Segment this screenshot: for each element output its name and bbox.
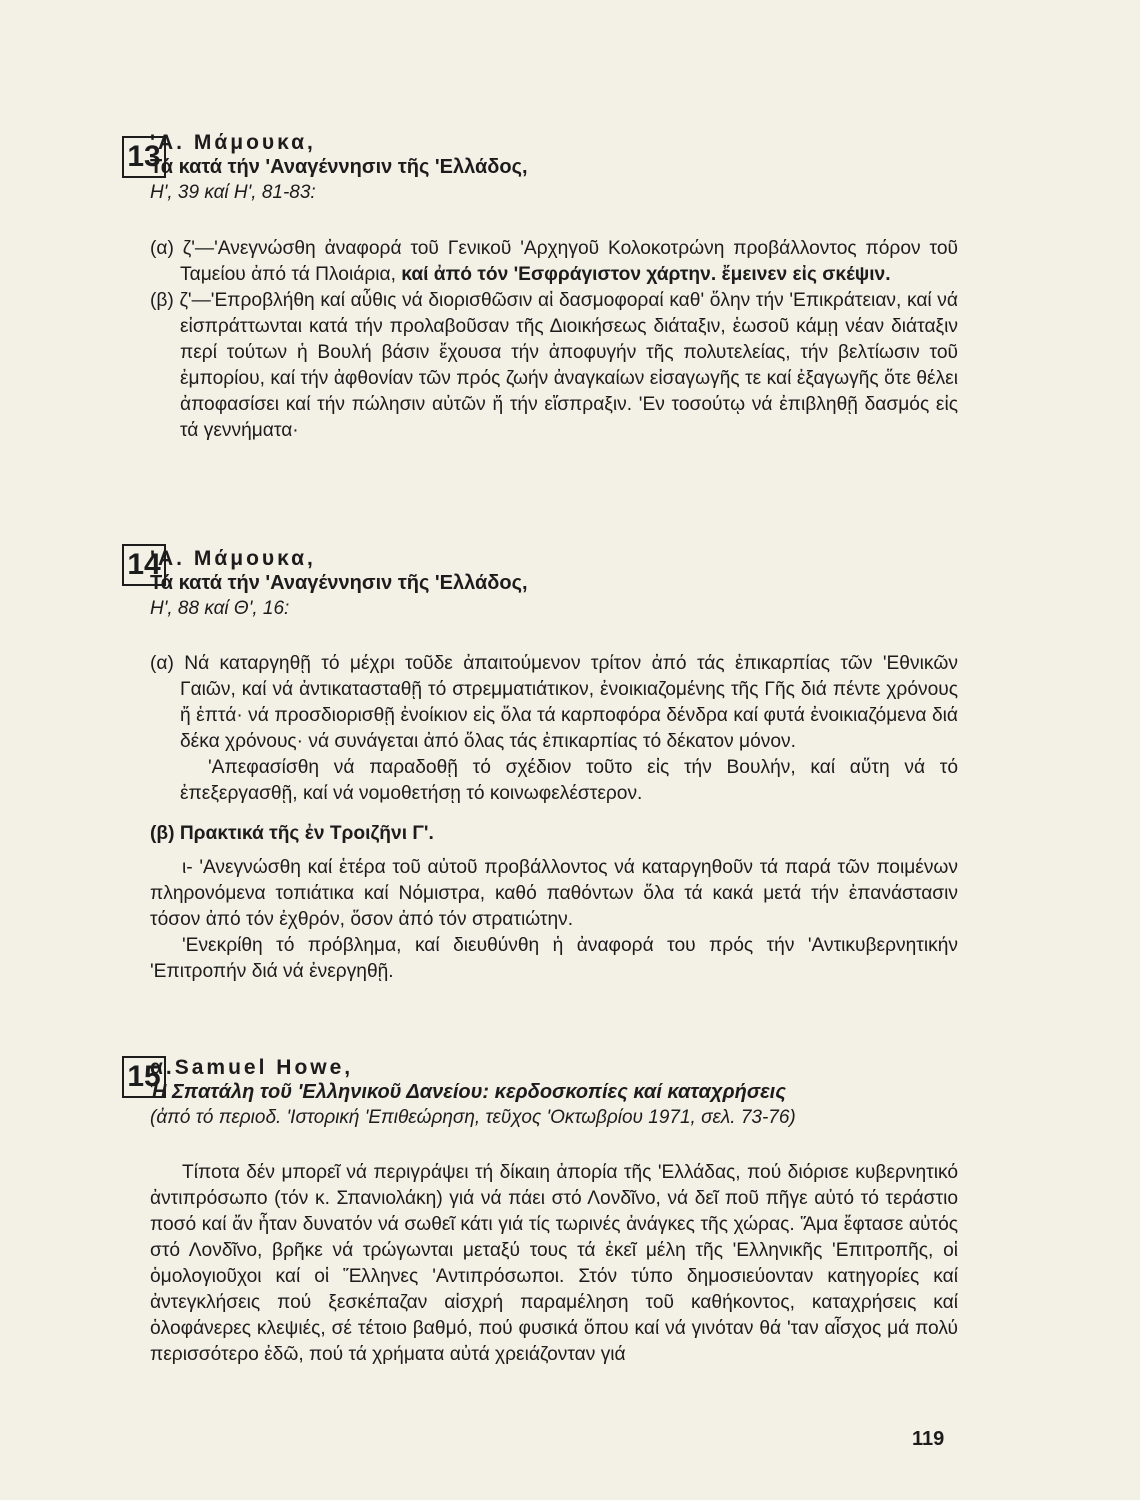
section-body [150,1160,958,1368]
citation-header [150,130,970,205]
item-text-bold: καί ἀπό τόν 'Εσφράγιστον χάρτην. ἔμεινεν εἰς σκέψιν. [401,264,891,285]
paragraph-a [150,236,958,288]
paragraph-a [150,651,958,755]
section-body [150,651,958,985]
citation-author: 'Α. Μάμουκα, [150,547,316,570]
paragraph-b-2: 'Ενεκρίθη τό πρόβλημα, καί διευθύνθη ἡ ἀναφορά του πρός τήν 'Αντικυβερνητικήν 'Επιτροπήν διά νά ἐνεργηθῇ. [150,935,958,982]
item-label: (β) [150,290,174,311]
citation-reference: Η', 39 καί Η', 81-83: [150,182,316,203]
section-body [150,236,958,444]
citation-header [150,546,970,621]
citation-title: Τά κατά τήν 'Αναγέννησιν τῆς 'Ελλάδος, [150,156,528,178]
section-number-box: 15 [122,1056,166,1098]
paragraph-b [150,288,958,444]
paragraph-main: Τίποτα δέν μπορεῖ νά περιγράψει τή δίκαιη ἀπορία τῆς 'Ελλάδας, πού διόρισε κυβερνητικό ἀντιπρόσωπο (τόν κ. Σπανιολάκη) γιά νά πάει στό Λονδῖνο, νά δεῖ ποῦ πῆγε αὐτό τό τεράστιο ποσό καί ἄν ἦταν δυνατόν νά σωθεῖ κάτι γιά τίς τωρινές ἀνάγκες τῆς χώρας. Ἅμα ἔφτασε αὐτός στό Λονδῖνο, βρῆκε νά τρώγωνται μεταξύ τους τά ἐκεῖ μέλη τῆς 'Ελληνικῆς 'Επιτροπῆς, οἱ ὁμολογιοῦχοι καί οἱ Ἕλληνες 'Αντιπρόσωποι. Στόν τύπο δημοσιεύονταν κατηγορίες καί ἀντεγκλήσεις πού ξεσκέπαζαν αἰσχρή παραμέληση τοῦ καθήκοντος, καταχρήσεις καί ὁλοφάνερες κλεψιές, σέ τέτοιο βαθμό, πού φυσικά ὅπου καί νά γινόταν θά 'ταν αἶσχος μά πολύ περισσότερο ἐδῶ, πού τά χρήματα αὐτά χρειάζονταν γιά [150,1162,958,1365]
paragraph-b-1: ι- 'Ανεγνώσθη καί ἑτέρα τοῦ αὐτοῦ προβάλλοντος νά καταργηθοῦν τά παρά τῶν ποιμένων πληρονόμενα τοπιάτικα καί Νόμιστρα, καθό παθόντων ὅλα τά κακά μετά τήν ἐπανάστασιν τόσον ἀπό τόν ἐχθρόν, ὅσον ἀπό τόν στρατιώτην. [150,857,958,930]
section-number-box: 14 [122,544,166,586]
item-label: (α) [150,238,174,259]
page-number: 119 [912,1428,945,1450]
item-text: Νά καταργηθῇ τό μέχρι τοῦδε ἀπαιτούμενον τρίτον ἀπό τάς ἐπικαρπίας τῶν 'Εθνικῶν Γαιῶν, καί νά ἀντικατασταθῇ τό στρεμματιάτικον, ἐνοικιαζομένης τῆς Γῆς διά πέντε χρόνους ἤ ἑπτά· νά προσδιορισθῇ ἐνοίκιον εἰς ὅλα τά καρποφόρα δένδρα καί φυτά ἐνοικιαζόμενα διά δέκα χρόνους· νά συνάγεται ἀπό ὅλας τάς ἐπικαρπίας τό δέκατον μόνον. [180,653,958,752]
citation-reference: (ἀπό τό περιοδ. 'Ιστορική 'Επιθεώρηση, τεῦχος 'Οκτωβρίου 1971, σελ. 73-76) [150,1107,796,1128]
citation-author: 'Α. Μάμουκα, [150,131,316,154]
subsection-heading: (β) Πρακτικά τῆς ἐν Τροιζῆνι Γ'. [150,823,434,844]
citation-title: Τά κατά τήν 'Αναγέννησιν τῆς 'Ελλάδος, [150,572,528,594]
item-text: ζ'—'Ανεγνώσθη ἀναφορά τοῦ Γενικοῦ 'Αρχηγοῦ Κολοκοτρώνη προβάλλοντος πόρον τοῦ Ταμείου ἀπό τά Πλοιάρια, [180,238,958,285]
citation-header [150,1055,970,1130]
section-number-box: 13 [122,136,166,178]
item-text: ζ'—'Επροβλήθη καί αὖθις νά διορισθῶσιν αἱ δασμοφοραί καθ' ὅλην τήν 'Επικράτειαν, καί νά εἰσπράττωνται κατά τήν προλαβοῦσαν τῆς Διοικήσεως διάταξιν, ἑωσοῦ κάμῃ νέαν διάταξιν περί τούτων ἡ Βουλή βάσιν ἔχουσα τήν ἀποφυγήν τῆς πολυτελείας, τήν βελτίωσιν τοῦ ἐμπορίου, καί τήν ἀφθονίαν τῶν πρός ζωήν ἀναγκαίων εἰσαγωγῆς τε καί ἐξαγωγῆς ὅτε θέλει ἀποφασίσει καί τήν πώλησιν αὐτῶν ἤ τήν εἴσπραξιν. 'Εν τοσούτῳ νά ἐπιβληθῇ δασμός εἰς τά γεννήματα· [179,290,958,441]
paragraph-decision: 'Απεφασίσθη νά παραδοθῇ τό σχέδιον τοῦτο εἰς τήν Βουλήν, καί αὕτη νά τό ἐπεξεργασθῇ, καί νά νομοθετήσῃ τό κοινωφελέστερον. [180,757,958,804]
item-label: (α) [150,653,174,674]
citation-reference: Η', 88 καί Θ', 16: [150,598,290,619]
citation-title: Ἡ Σπατάλη τοῦ 'Ελληνικοῦ Δανείου: κερδοσκοπίες καί καταχρήσεις [150,1081,786,1103]
citation-author: α.Samuel Howe, [150,1056,354,1079]
